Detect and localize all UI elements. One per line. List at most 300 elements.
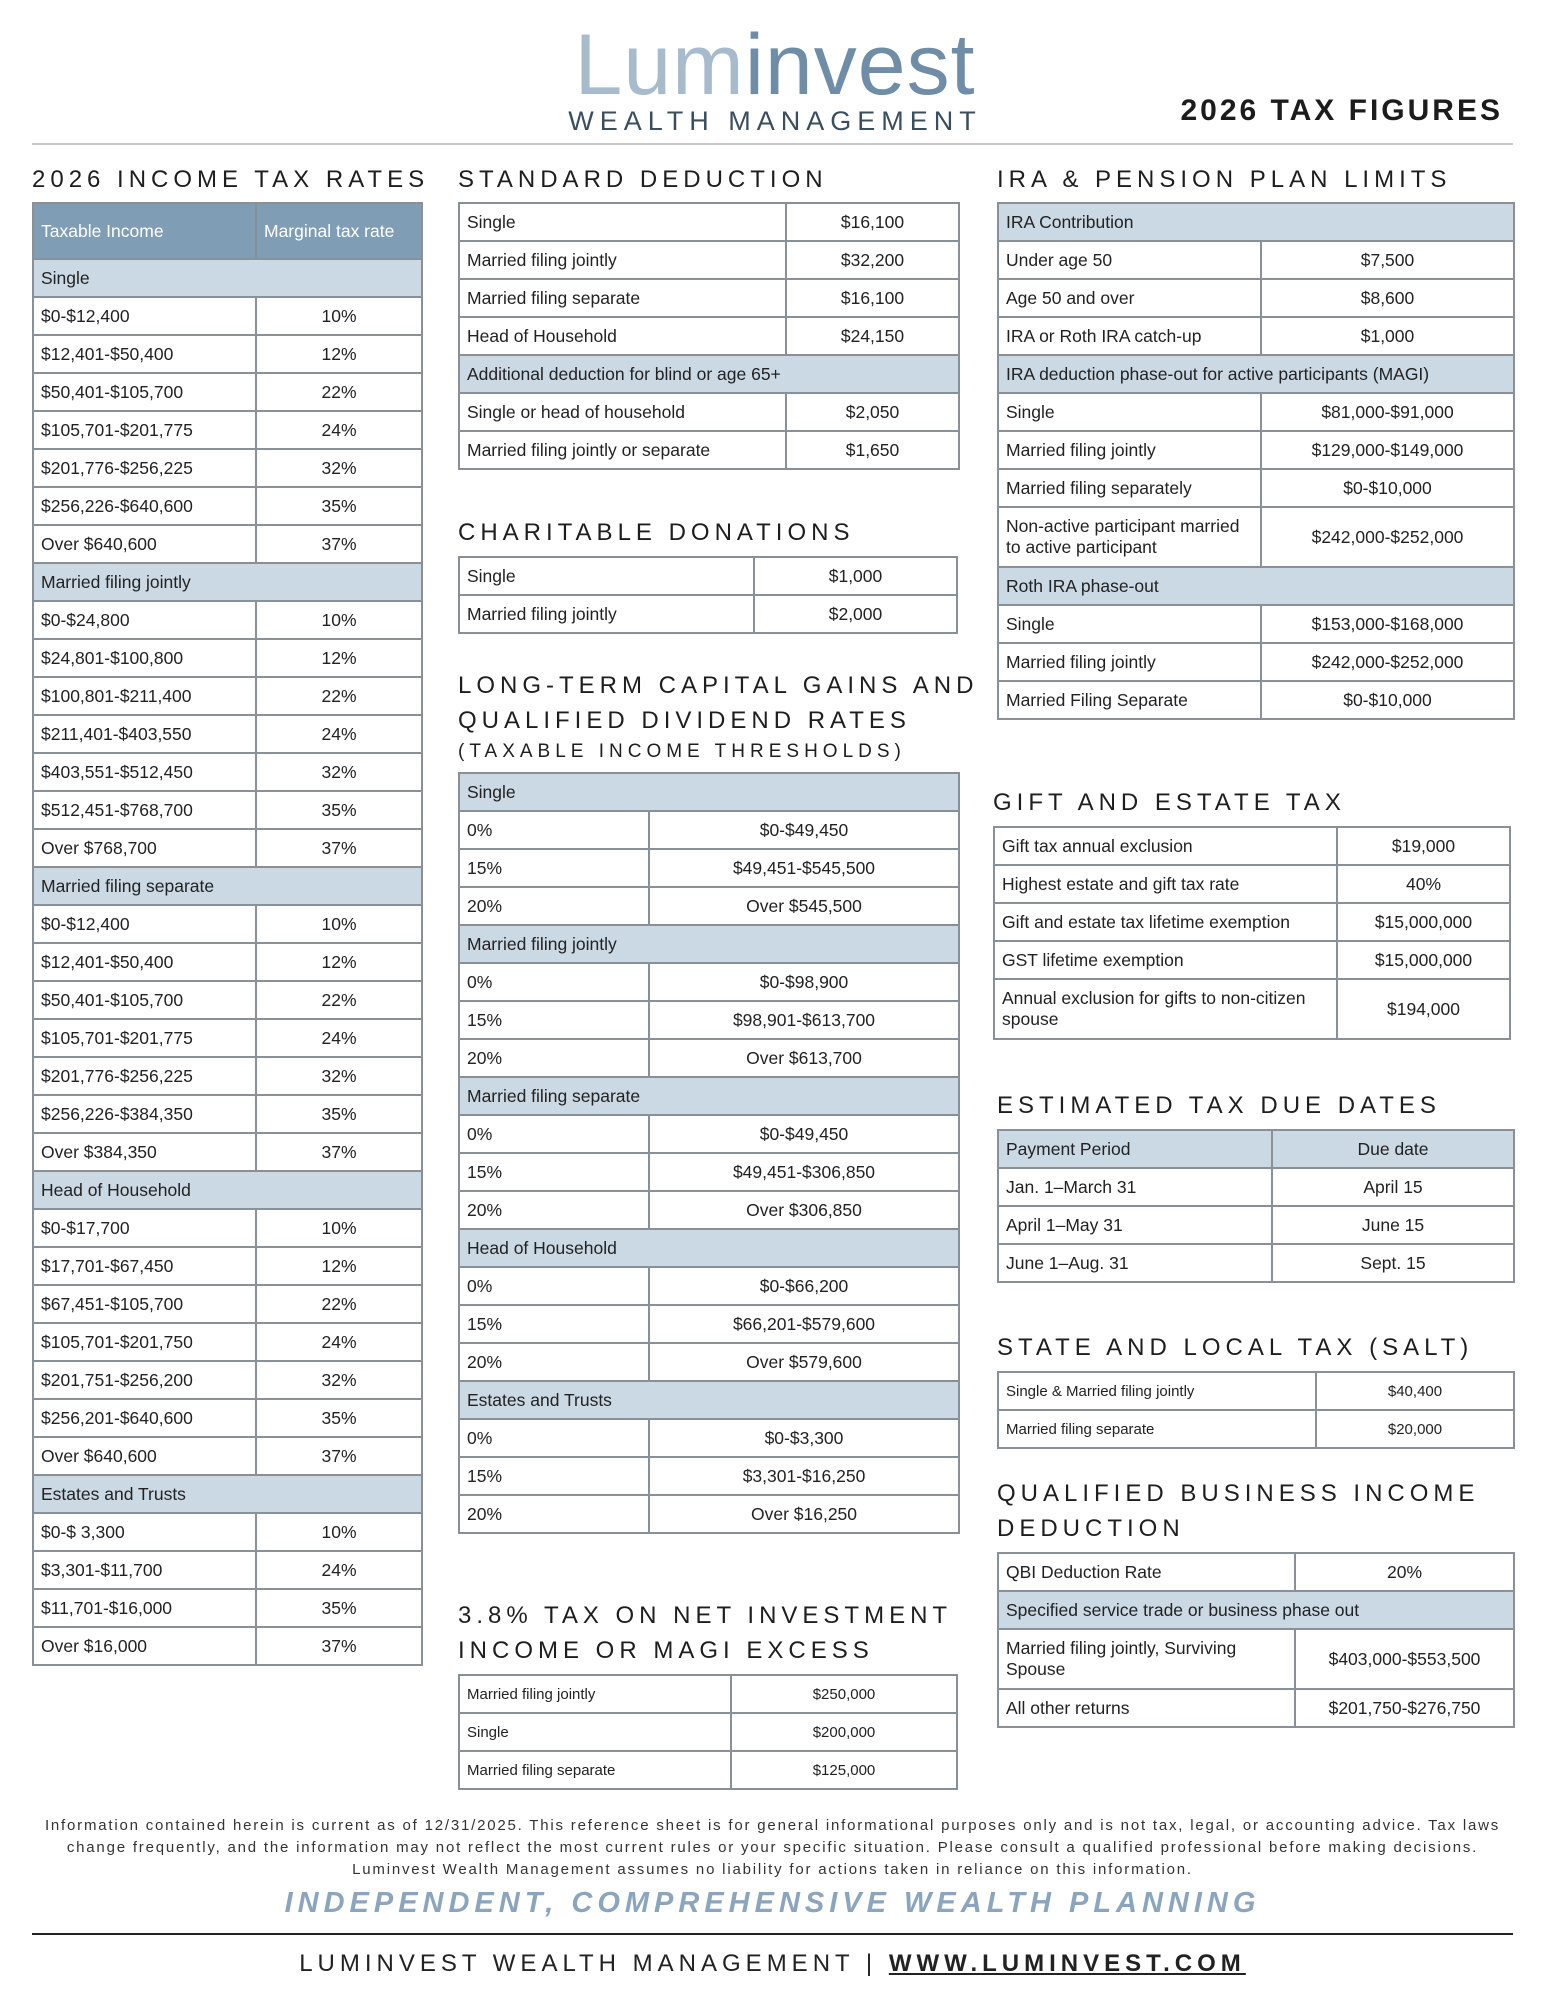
table-row [33, 829, 422, 867]
group-header-row [33, 563, 422, 601]
tax-rate-cell: 37% [256, 525, 422, 563]
row-value-cell: $98,901-$613,700 [649, 1001, 959, 1039]
income-range-cell: $256,226-$640,600 [33, 487, 256, 525]
table-row [33, 753, 422, 791]
table-row [459, 1343, 959, 1381]
tax-rate-cell: 22% [256, 1285, 422, 1323]
table-row [459, 279, 959, 317]
group-header-row [459, 355, 959, 393]
row-value-cell: $0-$10,000 [1261, 469, 1514, 507]
tax-rate-cell: 37% [256, 1133, 422, 1171]
footer-company-line [0, 1950, 1545, 1978]
row-label-cell: 0% [459, 1419, 649, 1457]
group-label: Head of Household [33, 1171, 422, 1209]
page-title: 2026 TAX FIGURES [1180, 94, 1503, 127]
row-value-cell: Over $545,500 [649, 887, 959, 925]
group-header-row [33, 259, 422, 297]
table-row [33, 943, 422, 981]
salt-section [997, 1330, 1515, 1449]
row-value-cell: June 15 [1272, 1206, 1514, 1244]
row-label-cell: GST lifetime exemption [994, 941, 1337, 979]
niit-section [458, 1598, 958, 1790]
row-label-cell: 15% [459, 1305, 649, 1343]
table-row [459, 963, 959, 1001]
row-label-cell: Single & Married filing jointly [998, 1372, 1316, 1410]
tax-rate-cell: 32% [256, 1361, 422, 1399]
row-label-cell: Married filing jointly [459, 1675, 731, 1713]
row-value-cell: $2,050 [786, 393, 959, 431]
row-label-cell: Married filing separate [459, 279, 786, 317]
income-range-cell: $0-$12,400 [33, 297, 256, 335]
income-range-cell: $11,701-$16,000 [33, 1589, 256, 1627]
group-header-row [459, 773, 959, 811]
salt-table [997, 1371, 1515, 1449]
row-value-cell: $0-$66,200 [649, 1267, 959, 1305]
row-label-cell: 0% [459, 963, 649, 1001]
row-value-cell: $0-$49,450 [649, 811, 959, 849]
section-title-line1: LONG-TERM CAPITAL GAINS AND [458, 672, 979, 699]
group-label: Estates and Trusts [459, 1381, 959, 1419]
row-label-cell: 15% [459, 1457, 649, 1495]
group-label: Single [33, 259, 422, 297]
table-row [459, 317, 959, 355]
income-range-cell: $67,451-$105,700 [33, 1285, 256, 1323]
table-row [459, 1115, 959, 1153]
table-row [998, 241, 1514, 279]
group-header-row [459, 925, 959, 963]
table-row [33, 1209, 422, 1247]
table-row [459, 849, 959, 887]
table-row [998, 393, 1514, 431]
table-row [33, 1627, 422, 1665]
table-row [998, 1244, 1514, 1282]
gift-estate-table [993, 826, 1511, 1040]
section-title-line2: INCOME OR MAGI EXCESS [458, 1637, 874, 1664]
income-range-cell: $105,701-$201,775 [33, 1019, 256, 1057]
income-range-cell: $105,701-$201,750 [33, 1323, 256, 1361]
income-range-cell: Over $640,600 [33, 1437, 256, 1475]
row-label-cell: Single [998, 605, 1261, 643]
income-range-cell: $0-$12,400 [33, 905, 256, 943]
row-value-cell: Over $306,850 [649, 1191, 959, 1229]
row-label-cell: Married filing separate [998, 1410, 1316, 1448]
table-header-row [33, 203, 422, 259]
row-value-cell: $32,200 [786, 241, 959, 279]
section-title-line2: QUALIFIED DIVIDEND RATES [458, 707, 911, 734]
table-row [459, 811, 959, 849]
section-title: 2026 INCOME TAX RATES [32, 166, 430, 193]
tax-rate-cell: 22% [256, 373, 422, 411]
table-row [998, 1410, 1514, 1448]
tax-rate-cell: 24% [256, 715, 422, 753]
row-label-cell: June 1–Aug. 31 [998, 1244, 1272, 1282]
table-row [459, 595, 957, 633]
table-row [33, 487, 422, 525]
column-header: Due date [1272, 1130, 1514, 1168]
tax-rate-cell: 24% [256, 1323, 422, 1361]
row-label-cell: Single [998, 393, 1261, 431]
row-value-cell: Sept. 15 [1272, 1244, 1514, 1282]
tagline: INDEPENDENT, COMPREHENSIVE WEALTH PLANNING [284, 1887, 1261, 1919]
group-header-row [998, 1591, 1514, 1629]
group-label: Additional deduction for blind or age 65+ [459, 355, 959, 393]
logo-subtitle: WEALTH MANAGEMENT [568, 106, 982, 136]
section-title: STANDARD DEDUCTION [458, 166, 828, 193]
income-range-cell: $201,776-$256,225 [33, 1057, 256, 1095]
table-row [459, 393, 959, 431]
row-value-cell: $1,000 [754, 557, 957, 595]
row-label-cell: Annual exclusion for gifts to non-citizen spouse [994, 979, 1337, 1039]
table-row [33, 1399, 422, 1437]
table-row [33, 411, 422, 449]
row-label-cell: 0% [459, 811, 649, 849]
tax-rate-cell: 22% [256, 677, 422, 715]
tax-rate-cell: 24% [256, 1551, 422, 1589]
row-label-cell: Married filing separate [459, 1751, 731, 1789]
group-header-row [33, 1171, 422, 1209]
table-row [33, 1437, 422, 1475]
table-row [459, 1419, 959, 1457]
row-value-cell: $16,100 [786, 203, 959, 241]
table-row [459, 1305, 959, 1343]
income-range-cell: $0-$ 3,300 [33, 1513, 256, 1551]
section-title: IRA & PENSION PLAN LIMITS [997, 166, 1452, 193]
row-value-cell: $0-$10,000 [1261, 681, 1514, 719]
row-label-cell: Gift tax annual exclusion [994, 827, 1337, 865]
table-row [33, 981, 422, 1019]
tax-rate-cell: 35% [256, 1095, 422, 1133]
table-row [459, 1191, 959, 1229]
column-header: Taxable Income [33, 203, 256, 259]
section-title: STATE AND LOCAL TAX (SALT) [997, 1334, 1474, 1361]
table-row [33, 1285, 422, 1323]
capital-gains-table [458, 772, 960, 1534]
row-label-cell: Married Filing Separate [998, 681, 1261, 719]
logo-word-part2: invest [744, 17, 976, 113]
table-row [994, 827, 1510, 865]
table-row [33, 791, 422, 829]
row-value-cell: Over $579,600 [649, 1343, 959, 1381]
group-header-row [998, 203, 1514, 241]
income-range-cell: $403,551-$512,450 [33, 753, 256, 791]
tax-rate-cell: 22% [256, 981, 422, 1019]
table-row [994, 979, 1510, 1039]
table-row [998, 1206, 1514, 1244]
table-row [33, 1095, 422, 1133]
table-row [459, 241, 959, 279]
row-value-cell: $81,000-$91,000 [1261, 393, 1514, 431]
row-value-cell: $0-$98,900 [649, 963, 959, 1001]
header-divider [32, 143, 1513, 145]
tax-rate-cell: 12% [256, 1247, 422, 1285]
row-value-cell: $7,500 [1261, 241, 1514, 279]
row-label-cell: 15% [459, 1153, 649, 1191]
due-dates-table [997, 1129, 1515, 1283]
row-label-cell: Married filing jointly, Surviving Spouse [998, 1629, 1295, 1689]
row-label-cell: 15% [459, 849, 649, 887]
due-dates-section [997, 1088, 1515, 1283]
row-label-cell: Single [459, 203, 786, 241]
row-value-cell: $3,301-$16,250 [649, 1457, 959, 1495]
row-value-cell: $19,000 [1337, 827, 1510, 865]
table-row [994, 903, 1510, 941]
tax-rate-cell: 35% [256, 1399, 422, 1437]
row-value-cell: April 15 [1272, 1168, 1514, 1206]
column-header: Marginal tax rate [256, 203, 422, 259]
row-label-cell: Single [459, 1713, 731, 1751]
table-row [33, 1323, 422, 1361]
row-label-cell: 0% [459, 1267, 649, 1305]
row-label-cell: IRA or Roth IRA catch-up [998, 317, 1261, 355]
row-value-cell: $49,451-$545,500 [649, 849, 959, 887]
group-label: Married filing jointly [459, 925, 959, 963]
table-row [33, 1361, 422, 1399]
row-value-cell: $40,400 [1316, 1372, 1514, 1410]
row-label-cell: Gift and estate tax lifetime exemption [994, 903, 1337, 941]
row-label-cell: Married filing separately [998, 469, 1261, 507]
tax-rate-cell: 37% [256, 1437, 422, 1475]
table-row [998, 1629, 1514, 1689]
table-row [459, 1713, 957, 1751]
row-value-cell: 40% [1337, 865, 1510, 903]
income-range-cell: $0-$24,800 [33, 601, 256, 639]
tax-rate-cell: 37% [256, 1627, 422, 1665]
tax-rate-cell: 35% [256, 1589, 422, 1627]
income-range-cell: $105,701-$201,775 [33, 411, 256, 449]
group-header-row [998, 355, 1514, 393]
row-label-cell: Single or head of household [459, 393, 786, 431]
row-label-cell: QBI Deduction Rate [998, 1553, 1295, 1591]
row-value-cell: $201,750-$276,750 [1295, 1689, 1514, 1727]
table-row [459, 431, 959, 469]
income-range-cell: Over $640,600 [33, 525, 256, 563]
income-range-cell: $201,776-$256,225 [33, 449, 256, 487]
row-value-cell: $49,451-$306,850 [649, 1153, 959, 1191]
ira-limits-table [997, 202, 1515, 720]
disclaimer: Information contained herein is current as of 12/31/2025. This reference sheet is for general informational purposes only and is not tax, legal, or accounting advice. Tax laws change frequently, and the information may not reflect the most current rules or your specific situation. Please consult a qualified professional before making decisions. Luminvest Wealth Management assumes no liability for actions taken in reliance on this information. [44, 1817, 1501, 1878]
logo-word-part1: Lum [574, 17, 745, 113]
tax-rate-cell: 10% [256, 1513, 422, 1551]
table-row [998, 1553, 1514, 1591]
group-header-row [459, 1229, 959, 1267]
table-row [998, 681, 1514, 719]
income-range-cell: Over $768,700 [33, 829, 256, 867]
tax-rate-cell: 32% [256, 449, 422, 487]
row-value-cell: $242,000-$252,000 [1261, 507, 1514, 567]
row-label-cell: 15% [459, 1001, 649, 1039]
table-row [998, 605, 1514, 643]
table-row [33, 639, 422, 677]
group-label: Specified service trade or business phase out [998, 1591, 1514, 1629]
table-row [33, 905, 422, 943]
row-label-cell: April 1–May 31 [998, 1206, 1272, 1244]
group-label: Roth IRA phase-out [998, 567, 1514, 605]
table-row [33, 1133, 422, 1171]
table-row [459, 887, 959, 925]
standard-deduction-table [458, 202, 960, 470]
income-tax-table [32, 202, 423, 1666]
tax-rate-cell: 35% [256, 791, 422, 829]
income-range-cell: $24,801-$100,800 [33, 639, 256, 677]
table-row [33, 1513, 422, 1551]
row-label-cell: Head of Household [459, 317, 786, 355]
table-row [459, 203, 959, 241]
row-value-cell: $194,000 [1337, 979, 1510, 1039]
tax-rate-cell: 10% [256, 1209, 422, 1247]
charitable-donations-table [458, 556, 958, 634]
qbi-table [997, 1552, 1515, 1728]
row-label-cell: Married filing jointly [998, 431, 1261, 469]
income-range-cell: $17,701-$67,450 [33, 1247, 256, 1285]
row-value-cell: $0-$3,300 [649, 1419, 959, 1457]
table-row [459, 1153, 959, 1191]
tax-rate-cell: 10% [256, 297, 422, 335]
tax-rate-cell: 10% [256, 905, 422, 943]
row-value-cell: Over $16,250 [649, 1495, 959, 1533]
row-label-cell: All other returns [998, 1689, 1295, 1727]
website-link[interactable]: WWW.LUMINVEST.COM [888, 1950, 1246, 1977]
table-row [459, 1495, 959, 1533]
section-title-line1: 3.8% TAX ON NET INVESTMENT [458, 1602, 953, 1629]
table-row [33, 335, 422, 373]
table-row [33, 1057, 422, 1095]
row-value-cell: Over $613,700 [649, 1039, 959, 1077]
table-row [998, 317, 1514, 355]
table-row [33, 373, 422, 411]
tax-rate-cell: 32% [256, 1057, 422, 1095]
row-label-cell: Age 50 and over [998, 279, 1261, 317]
group-label: IRA Contribution [998, 203, 1514, 241]
row-label-cell: Jan. 1–March 31 [998, 1168, 1272, 1206]
table-row [459, 1001, 959, 1039]
group-header-row [33, 867, 422, 905]
tax-rate-cell: 12% [256, 335, 422, 373]
income-range-cell: $3,301-$11,700 [33, 1551, 256, 1589]
group-label: Single [459, 773, 959, 811]
row-value-cell: $66,201-$579,600 [649, 1305, 959, 1343]
table-row [33, 525, 422, 563]
income-tax-section [32, 162, 430, 1666]
row-label-cell: 20% [459, 887, 649, 925]
column-header: Payment Period [998, 1130, 1272, 1168]
group-header-row [998, 567, 1514, 605]
table-row [33, 1589, 422, 1627]
row-value-cell: $15,000,000 [1337, 903, 1510, 941]
table-row [459, 1457, 959, 1495]
tax-rate-cell: 24% [256, 1019, 422, 1057]
niit-table [458, 1674, 958, 1790]
row-label-cell: Married filing jointly or separate [459, 431, 786, 469]
table-row [998, 643, 1514, 681]
table-row [994, 865, 1510, 903]
section-title-line1: QUALIFIED BUSINESS INCOME [997, 1480, 1480, 1507]
row-label-cell: Married filing jointly [998, 643, 1261, 681]
group-label: IRA deduction phase-out for active participants (MAGI) [998, 355, 1514, 393]
tax-rate-cell: 32% [256, 753, 422, 791]
group-label: Married filing separate [33, 867, 422, 905]
ira-section [997, 162, 1515, 720]
group-label: Married filing separate [459, 1077, 959, 1115]
qbi-section [997, 1476, 1515, 1728]
tax-rate-cell: 12% [256, 943, 422, 981]
row-value-cell: $1,000 [1261, 317, 1514, 355]
row-value-cell: $8,600 [1261, 279, 1514, 317]
table-header-row [998, 1130, 1514, 1168]
row-value-cell: $0-$49,450 [649, 1115, 959, 1153]
row-value-cell: $242,000-$252,000 [1261, 643, 1514, 681]
row-label-cell: 0% [459, 1115, 649, 1153]
row-label-cell: Married filing jointly [459, 595, 754, 633]
group-header-row [33, 1475, 422, 1513]
row-value-cell: $403,000-$553,500 [1295, 1629, 1514, 1689]
table-row [33, 449, 422, 487]
table-row [998, 1689, 1514, 1727]
section-title-line2: DEDUCTION [997, 1515, 1185, 1542]
group-label: Estates and Trusts [33, 1475, 422, 1513]
row-value-cell: $20,000 [1316, 1410, 1514, 1448]
row-value-cell: $2,000 [754, 595, 957, 633]
income-range-cell: $256,226-$384,350 [33, 1095, 256, 1133]
capital-gains-section [458, 668, 979, 1534]
row-label-cell: Under age 50 [998, 241, 1261, 279]
table-row [998, 1168, 1514, 1206]
tax-rate-cell: 35% [256, 487, 422, 525]
table-row [459, 1751, 957, 1789]
section-title: ESTIMATED TAX DUE DATES [997, 1092, 1441, 1119]
income-range-cell: Over $16,000 [33, 1627, 256, 1665]
table-row [998, 1372, 1514, 1410]
income-range-cell: $211,401-$403,550 [33, 715, 256, 753]
table-row [33, 715, 422, 753]
section-subtitle: (TAXABLE INCOME THRESHOLDS) [458, 741, 906, 762]
row-value-cell: $24,150 [786, 317, 959, 355]
income-range-cell: $0-$17,700 [33, 1209, 256, 1247]
income-range-cell: $201,751-$256,200 [33, 1361, 256, 1399]
income-range-cell: $12,401-$50,400 [33, 943, 256, 981]
tax-rate-cell: 10% [256, 601, 422, 639]
income-range-cell: $12,401-$50,400 [33, 335, 256, 373]
company-name: LUMINVEST WEALTH MANAGEMENT | [299, 1950, 878, 1977]
table-row [998, 507, 1514, 567]
table-row [459, 1039, 959, 1077]
group-label: Head of Household [459, 1229, 959, 1267]
table-row [459, 1267, 959, 1305]
row-label-cell: 20% [459, 1343, 649, 1381]
row-value-cell: 20% [1295, 1553, 1514, 1591]
table-row [33, 297, 422, 335]
group-header-row [459, 1077, 959, 1115]
section-title: CHARITABLE DONATIONS [458, 519, 855, 546]
row-value-cell: $250,000 [731, 1675, 957, 1713]
income-range-cell: $50,401-$105,700 [33, 373, 256, 411]
row-value-cell: $153,000-$168,000 [1261, 605, 1514, 643]
gift-estate-section [993, 785, 1511, 1040]
company-logo [560, 17, 990, 137]
tax-rate-cell: 24% [256, 411, 422, 449]
row-value-cell: $16,100 [786, 279, 959, 317]
income-range-cell: $256,201-$640,600 [33, 1399, 256, 1437]
group-label: Married filing jointly [33, 563, 422, 601]
income-range-cell: Over $384,350 [33, 1133, 256, 1171]
table-row [33, 601, 422, 639]
income-range-cell: $50,401-$105,700 [33, 981, 256, 1019]
section-title: GIFT AND ESTATE TAX [993, 789, 1346, 816]
tax-rate-cell: 12% [256, 639, 422, 677]
row-value-cell: $1,650 [786, 431, 959, 469]
row-value-cell: $125,000 [731, 1751, 957, 1789]
table-row [459, 1675, 957, 1713]
table-row [33, 1019, 422, 1057]
